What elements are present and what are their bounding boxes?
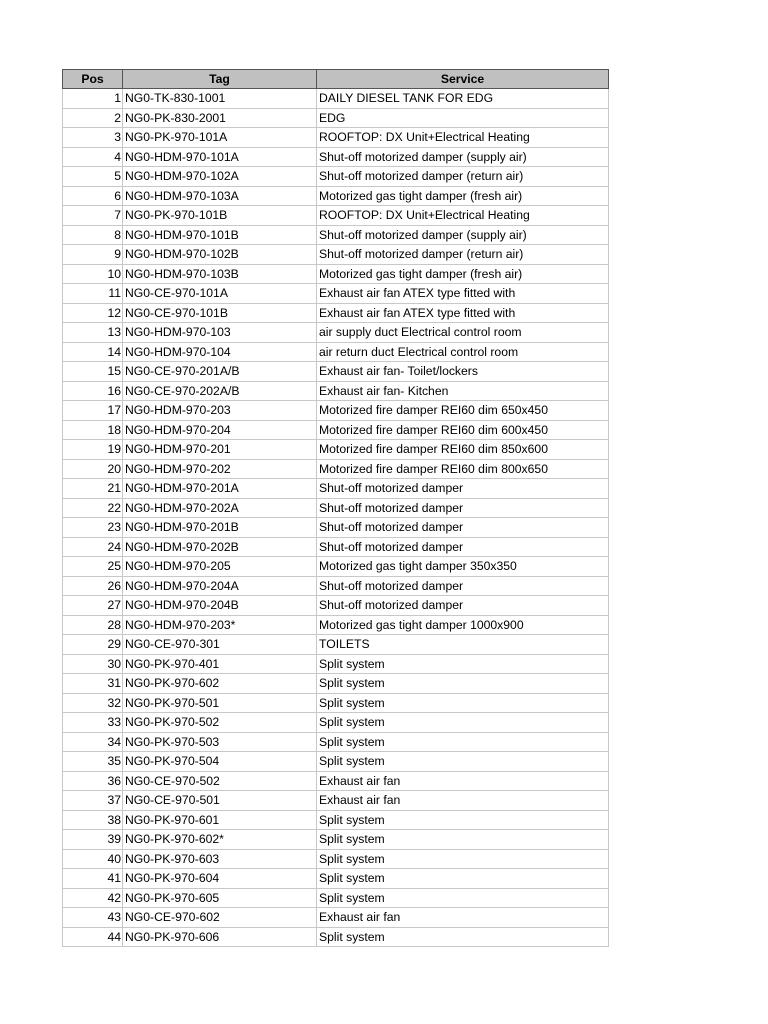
table-row bbox=[63, 791, 609, 811]
tag-cell[interactable]: NG0-CE-970-502 bbox=[123, 771, 317, 791]
tag-cell[interactable]: NG0-HDM-970-201B bbox=[123, 518, 317, 538]
table-row bbox=[63, 713, 609, 733]
pos-cell[interactable]: 42 bbox=[63, 888, 123, 908]
service-cell[interactable]: Split system bbox=[317, 927, 609, 947]
service-cell[interactable]: Shut-off motorized damper bbox=[317, 537, 609, 557]
pos-cell[interactable]: 33 bbox=[63, 713, 123, 733]
service-cell[interactable]: Exhaust air fan ATEX type fitted with bbox=[317, 303, 609, 323]
pos-cell[interactable]: 1 bbox=[63, 89, 123, 109]
tag-cell[interactable]: NG0-CE-970-602 bbox=[123, 908, 317, 928]
table-row bbox=[63, 401, 609, 421]
pos-cell[interactable]: 28 bbox=[63, 615, 123, 635]
pos-cell[interactable]: 3 bbox=[63, 128, 123, 148]
table-row bbox=[63, 459, 609, 479]
pos-cell[interactable]: 41 bbox=[63, 869, 123, 889]
tag-cell[interactable]: NG0-HDM-970-103 bbox=[123, 323, 317, 343]
service-cell[interactable]: Exhaust air fan bbox=[317, 908, 609, 928]
table-row bbox=[63, 830, 609, 850]
service-cell[interactable]: Exhaust air fan bbox=[317, 771, 609, 791]
service-cell[interactable]: Motorized gas tight damper 350x350 bbox=[317, 557, 609, 577]
service-cell[interactable]: Shut-off motorized damper bbox=[317, 576, 609, 596]
table-row bbox=[63, 498, 609, 518]
service-cell[interactable]: Split system bbox=[317, 752, 609, 772]
tag-cell[interactable]: NG0-CE-970-101B bbox=[123, 303, 317, 323]
pos-cell[interactable]: 27 bbox=[63, 596, 123, 616]
tag-cell[interactable]: NG0-HDM-970-101A bbox=[123, 147, 317, 167]
tag-cell[interactable]: NG0-PK-970-101A bbox=[123, 128, 317, 148]
table-row bbox=[63, 771, 609, 791]
service-cell[interactable]: Split system bbox=[317, 869, 609, 889]
service-cell[interactable]: Split system bbox=[317, 888, 609, 908]
pos-cell[interactable]: 10 bbox=[63, 264, 123, 284]
table-row bbox=[63, 381, 609, 401]
service-cell[interactable]: Shut-off motorized damper bbox=[317, 498, 609, 518]
table-row bbox=[63, 264, 609, 284]
service-cell[interactable]: EDG bbox=[317, 108, 609, 128]
tag-cell[interactable]: NG0-HDM-970-101B bbox=[123, 225, 317, 245]
tag-cell[interactable]: NG0-PK-970-603 bbox=[123, 849, 317, 869]
service-cell[interactable]: Split system bbox=[317, 654, 609, 674]
tag-cell[interactable]: NG0-PK-970-601 bbox=[123, 810, 317, 830]
header-service[interactable]: Service bbox=[317, 70, 609, 89]
tag-cell[interactable]: NG0-HDM-970-202B bbox=[123, 537, 317, 557]
tag-cell[interactable]: NG0-PK-830-2001 bbox=[123, 108, 317, 128]
table-row bbox=[63, 615, 609, 635]
pos-cell[interactable]: 21 bbox=[63, 479, 123, 499]
header-pos[interactable]: Pos bbox=[63, 70, 123, 89]
tag-cell[interactable]: NG0-HDM-970-204A bbox=[123, 576, 317, 596]
service-cell[interactable]: Exhaust air fan ATEX type fitted with bbox=[317, 284, 609, 304]
equipment-table bbox=[62, 69, 609, 947]
service-cell[interactable]: Motorized gas tight damper (fresh air) bbox=[317, 264, 609, 284]
tag-cell[interactable]: NG0-HDM-970-204 bbox=[123, 420, 317, 440]
service-cell[interactable]: Motorized fire damper REI60 dim 600x450 bbox=[317, 420, 609, 440]
tag-cell[interactable]: NG0-CE-970-501 bbox=[123, 791, 317, 811]
service-cell[interactable]: Shut-off motorized damper bbox=[317, 479, 609, 499]
tag-cell[interactable]: NG0-PK-970-101B bbox=[123, 206, 317, 226]
tag-cell[interactable]: NG0-HDM-970-205 bbox=[123, 557, 317, 577]
tag-cell[interactable]: NG0-PK-970-503 bbox=[123, 732, 317, 752]
tag-cell[interactable]: NG0-TK-830-1001 bbox=[123, 89, 317, 109]
pos-cell[interactable]: 32 bbox=[63, 693, 123, 713]
tag-cell[interactable]: NG0-HDM-970-102B bbox=[123, 245, 317, 265]
table-row bbox=[63, 128, 609, 148]
tag-cell[interactable]: NG0-PK-970-606 bbox=[123, 927, 317, 947]
service-cell[interactable]: Split system bbox=[317, 674, 609, 694]
pos-cell[interactable]: 44 bbox=[63, 927, 123, 947]
service-cell[interactable]: ROOFTOP: DX Unit+Electrical Heating bbox=[317, 206, 609, 226]
table-row bbox=[63, 186, 609, 206]
table-row bbox=[63, 479, 609, 499]
tag-cell[interactable]: NG0-HDM-970-202A bbox=[123, 498, 317, 518]
tag-cell[interactable]: NG0-HDM-970-204B bbox=[123, 596, 317, 616]
header-tag[interactable]: Tag bbox=[123, 70, 317, 89]
table-row bbox=[63, 108, 609, 128]
service-cell[interactable]: Shut-off motorized damper bbox=[317, 596, 609, 616]
tag-cell[interactable]: NG0-HDM-970-104 bbox=[123, 342, 317, 362]
tag-cell[interactable]: NG0-PK-970-604 bbox=[123, 869, 317, 889]
table-row bbox=[63, 420, 609, 440]
service-cell[interactable]: Exhaust air fan- Toilet/lockers bbox=[317, 362, 609, 382]
table-row bbox=[63, 167, 609, 187]
table-row bbox=[63, 810, 609, 830]
pos-cell[interactable]: 14 bbox=[63, 342, 123, 362]
pos-cell[interactable]: 25 bbox=[63, 557, 123, 577]
pos-cell[interactable]: 4 bbox=[63, 147, 123, 167]
tag-cell[interactable]: NG0-CE-970-301 bbox=[123, 635, 317, 655]
service-cell[interactable]: ROOFTOP: DX Unit+Electrical Heating bbox=[317, 128, 609, 148]
tag-cell[interactable]: NG0-PK-970-504 bbox=[123, 752, 317, 772]
service-cell[interactable]: Shut-off motorized damper (return air) bbox=[317, 167, 609, 187]
service-cell[interactable]: Shut-off motorized damper (supply air) bbox=[317, 147, 609, 167]
service-cell[interactable]: DAILY DIESEL TANK FOR EDG bbox=[317, 89, 609, 109]
table-row bbox=[63, 303, 609, 323]
service-cell[interactable]: Split system bbox=[317, 693, 609, 713]
pos-cell[interactable]: 40 bbox=[63, 849, 123, 869]
service-cell[interactable]: Motorized gas tight damper 1000x900 bbox=[317, 615, 609, 635]
service-cell[interactable]: Motorized fire damper REI60 dim 650x450 bbox=[317, 401, 609, 421]
pos-cell[interactable]: 39 bbox=[63, 830, 123, 850]
table-row bbox=[63, 693, 609, 713]
tag-cell[interactable]: NG0-HDM-970-103A bbox=[123, 186, 317, 206]
pos-cell[interactable]: 38 bbox=[63, 810, 123, 830]
table-row bbox=[63, 596, 609, 616]
service-cell[interactable]: Motorized fire damper REI60 dim 850x600 bbox=[317, 440, 609, 460]
pos-cell[interactable]: 26 bbox=[63, 576, 123, 596]
table-row bbox=[63, 557, 609, 577]
service-cell[interactable]: Motorized gas tight damper (fresh air) bbox=[317, 186, 609, 206]
pos-cell[interactable]: 43 bbox=[63, 908, 123, 928]
service-cell[interactable]: Split system bbox=[317, 830, 609, 850]
table-row bbox=[63, 245, 609, 265]
table-row bbox=[63, 674, 609, 694]
pos-cell[interactable]: 5 bbox=[63, 167, 123, 187]
table-row bbox=[63, 147, 609, 167]
service-cell[interactable]: Motorized fire damper REI60 dim 800x650 bbox=[317, 459, 609, 479]
pos-cell[interactable]: 19 bbox=[63, 440, 123, 460]
tag-cell[interactable]: NG0-PK-970-605 bbox=[123, 888, 317, 908]
service-cell[interactable]: Split system bbox=[317, 810, 609, 830]
table-row bbox=[63, 323, 609, 343]
table-body bbox=[63, 89, 609, 947]
pos-cell[interactable]: 8 bbox=[63, 225, 123, 245]
table-row bbox=[63, 537, 609, 557]
tag-cell[interactable]: NG0-CE-970-101A bbox=[123, 284, 317, 304]
pos-cell[interactable]: 11 bbox=[63, 284, 123, 304]
tag-cell[interactable]: NG0-PK-970-401 bbox=[123, 654, 317, 674]
tag-cell[interactable]: NG0-HDM-970-202 bbox=[123, 459, 317, 479]
tag-cell[interactable]: NG0-HDM-970-102A bbox=[123, 167, 317, 187]
pos-cell[interactable]: 2 bbox=[63, 108, 123, 128]
pos-cell[interactable]: 6 bbox=[63, 186, 123, 206]
pos-cell[interactable]: 29 bbox=[63, 635, 123, 655]
pos-cell[interactable]: 35 bbox=[63, 752, 123, 772]
service-cell[interactable]: air supply duct Electrical control room bbox=[317, 323, 609, 343]
service-cell[interactable]: Exhaust air fan- Kitchen bbox=[317, 381, 609, 401]
table-row bbox=[63, 342, 609, 362]
pos-cell[interactable]: 15 bbox=[63, 362, 123, 382]
pos-cell[interactable]: 23 bbox=[63, 518, 123, 538]
pos-cell[interactable]: 36 bbox=[63, 771, 123, 791]
table-row bbox=[63, 440, 609, 460]
tag-cell[interactable]: NG0-HDM-970-203* bbox=[123, 615, 317, 635]
tag-cell[interactable]: NG0-CE-970-202A/B bbox=[123, 381, 317, 401]
service-cell[interactable]: Split system bbox=[317, 849, 609, 869]
tag-cell[interactable]: NG0-PK-970-602* bbox=[123, 830, 317, 850]
pos-cell[interactable]: 13 bbox=[63, 323, 123, 343]
table-row bbox=[63, 225, 609, 245]
table-row bbox=[63, 635, 609, 655]
tag-cell[interactable]: NG0-HDM-970-203 bbox=[123, 401, 317, 421]
table-row bbox=[63, 362, 609, 382]
service-cell[interactable]: Split system bbox=[317, 732, 609, 752]
pos-cell[interactable]: 37 bbox=[63, 791, 123, 811]
tag-cell[interactable]: NG0-HDM-970-103B bbox=[123, 264, 317, 284]
table-row bbox=[63, 284, 609, 304]
service-cell[interactable]: air return duct Electrical control room bbox=[317, 342, 609, 362]
pos-cell[interactable]: 34 bbox=[63, 732, 123, 752]
service-cell[interactable]: Shut-off motorized damper (supply air) bbox=[317, 225, 609, 245]
pos-cell[interactable]: 30 bbox=[63, 654, 123, 674]
table-row bbox=[63, 888, 609, 908]
tag-cell[interactable]: NG0-PK-970-501 bbox=[123, 693, 317, 713]
table-row bbox=[63, 732, 609, 752]
tag-cell[interactable]: NG0-HDM-970-201A bbox=[123, 479, 317, 499]
service-cell[interactable]: Shut-off motorized damper bbox=[317, 518, 609, 538]
table-row bbox=[63, 927, 609, 947]
pos-cell[interactable]: 9 bbox=[63, 245, 123, 265]
service-cell[interactable]: Split system bbox=[317, 713, 609, 733]
pos-cell[interactable]: 22 bbox=[63, 498, 123, 518]
table-row bbox=[63, 869, 609, 889]
pos-cell[interactable]: 16 bbox=[63, 381, 123, 401]
table-row bbox=[63, 752, 609, 772]
service-cell[interactable]: Exhaust air fan bbox=[317, 791, 609, 811]
table-row bbox=[63, 576, 609, 596]
pos-cell[interactable]: 17 bbox=[63, 401, 123, 421]
table-row bbox=[63, 518, 609, 538]
pos-cell[interactable]: 12 bbox=[63, 303, 123, 323]
tag-cell[interactable]: NG0-PK-970-502 bbox=[123, 713, 317, 733]
service-cell[interactable]: Shut-off motorized damper (return air) bbox=[317, 245, 609, 265]
table-row bbox=[63, 654, 609, 674]
pos-cell[interactable]: 18 bbox=[63, 420, 123, 440]
pos-cell[interactable]: 24 bbox=[63, 537, 123, 557]
table-row bbox=[63, 849, 609, 869]
header-row bbox=[63, 70, 609, 89]
tag-cell[interactable]: NG0-PK-970-602 bbox=[123, 674, 317, 694]
pos-cell[interactable]: 7 bbox=[63, 206, 123, 226]
tag-cell[interactable]: NG0-HDM-970-201 bbox=[123, 440, 317, 460]
table-row bbox=[63, 908, 609, 928]
table-row bbox=[63, 89, 609, 109]
tag-cell[interactable]: NG0-CE-970-201A/B bbox=[123, 362, 317, 382]
pos-cell[interactable]: 31 bbox=[63, 674, 123, 694]
service-cell[interactable]: TOILETS bbox=[317, 635, 609, 655]
pos-cell[interactable]: 20 bbox=[63, 459, 123, 479]
table-row bbox=[63, 206, 609, 226]
